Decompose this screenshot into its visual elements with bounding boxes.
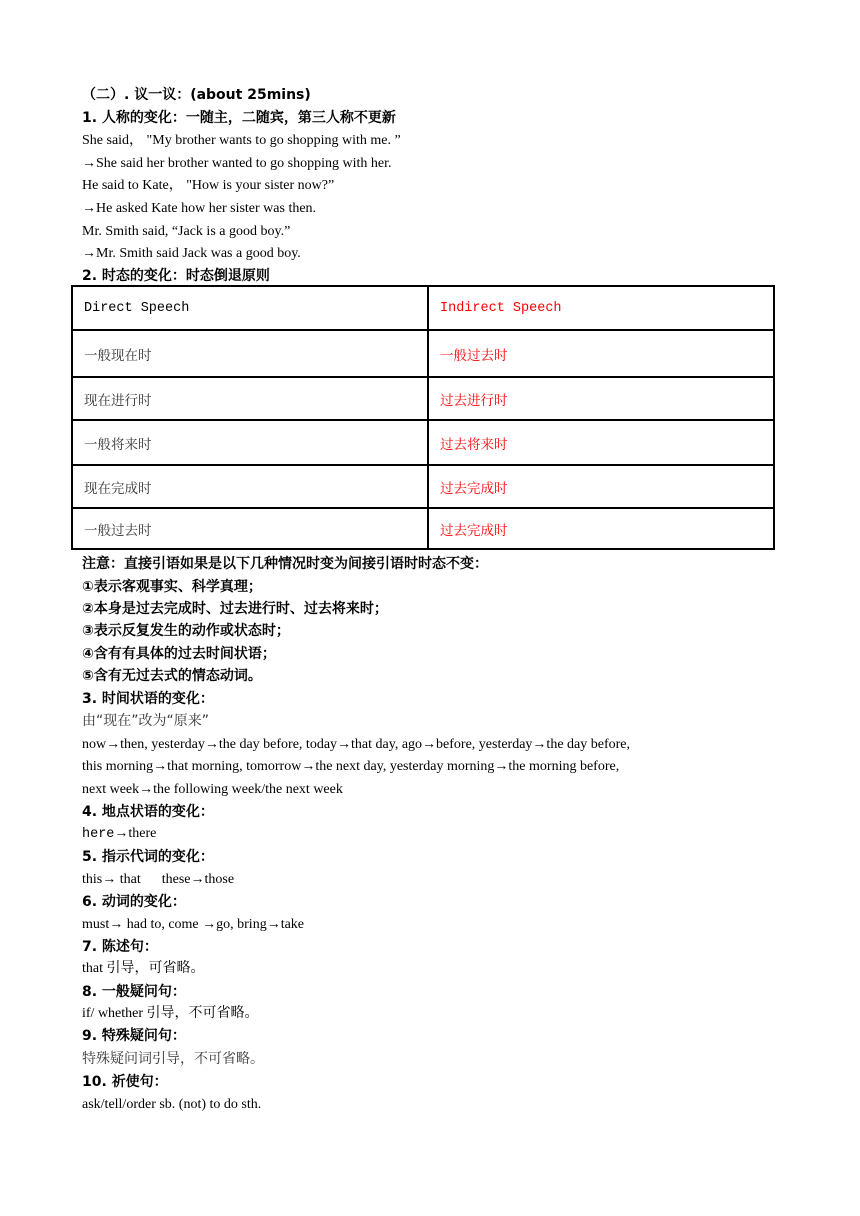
example-line: →Mr. Smith said Jack was a good boy. bbox=[82, 246, 301, 261]
verb-change-line: must→ had to, come →go, bring→take bbox=[82, 917, 305, 932]
table-cell-direct: 现在完成时 bbox=[71, 464, 429, 509]
table-cell-indirect: 一般过去时 bbox=[427, 329, 775, 378]
table-row bbox=[71, 329, 775, 378]
table-cell-indirect: 过去将来时 bbox=[427, 419, 775, 466]
heading-imperative: 10. 祈使句： bbox=[82, 1074, 168, 1090]
table-header-row bbox=[71, 285, 775, 331]
note-item: ②本身是过去完成时、过去进行时、过去将来时； bbox=[82, 601, 388, 617]
heading-time-adverbial: 3. 时间状语的变化： bbox=[82, 691, 214, 707]
table-cell-direct: 一般将来时 bbox=[71, 419, 429, 466]
declarative-line: that 引导，可省略。 bbox=[82, 961, 205, 976]
table-header-direct: Direct Speech bbox=[71, 285, 429, 331]
heading-tense-change: 2. 时态的变化：时态倒退原则 bbox=[82, 268, 270, 284]
heading-demonstrative: 5. 指示代词的变化： bbox=[82, 849, 214, 865]
heading-wh-question: 9. 特殊疑问句： bbox=[82, 1028, 186, 1044]
heading-verb-change: 6. 动词的变化： bbox=[82, 894, 186, 910]
table-row bbox=[71, 507, 775, 550]
section-title: （二）. 议一议：(about 25mins) bbox=[82, 87, 311, 103]
table-row bbox=[71, 464, 775, 509]
heading-declarative: 7. 陈述句： bbox=[82, 939, 158, 955]
yes-no-question-line: if/ whether 引导，不可省略。 bbox=[82, 1006, 259, 1021]
table-header-indirect: Indirect Speech bbox=[427, 285, 775, 331]
heading-person-change: 1. 人称的变化：一随主，二随宾，第三人称不更新 bbox=[82, 110, 396, 126]
note-item: ③表示反复发生的动作或状态时； bbox=[82, 623, 290, 639]
time-adverbial-intro: 由“现在”改为“原来” bbox=[82, 713, 210, 729]
table-row bbox=[71, 419, 775, 466]
table-cell-indirect: 过去完成时 bbox=[427, 507, 775, 550]
wh-question-line: 特殊疑问词引导，不可省略。 bbox=[82, 1051, 264, 1067]
example-line: →He asked Kate how her sister was then. bbox=[82, 201, 317, 216]
note-item: ①表示客观事实、科学真理； bbox=[82, 579, 262, 595]
place-adverbial-line: here→there bbox=[82, 826, 157, 842]
time-adverbial-line: now→then, yesterday→the day before, today→that day, ago→before, yesterday→the day before, bbox=[82, 737, 631, 752]
imperative-line: ask/tell/order sb. (not) to do sth. bbox=[82, 1097, 262, 1112]
example-line: She said， "My brother wants to go shopping with me. ” bbox=[82, 133, 401, 148]
heading-place-adverbial: 4. 地点状语的变化： bbox=[82, 804, 214, 820]
table-cell-indirect: 过去完成时 bbox=[427, 464, 775, 509]
table-row bbox=[71, 376, 775, 421]
table-cell-direct: 一般过去时 bbox=[71, 507, 429, 550]
table-cell-direct: 现在进行时 bbox=[71, 376, 429, 421]
example-line: →She said her brother wanted to go shopping with her. bbox=[82, 156, 392, 171]
example-line: Mr. Smith said, “Jack is a good boy.” bbox=[82, 224, 291, 239]
heading-yes-no-question: 8. 一般疑问句： bbox=[82, 984, 186, 1000]
note-item: ④含有有具体的过去时间状语； bbox=[82, 646, 276, 662]
demonstrative-line: this→ that these→those bbox=[82, 872, 235, 887]
time-adverbial-line: next week→the following week/the next week bbox=[82, 782, 343, 797]
example-line: He said to Kate， "How is your sister now?” bbox=[82, 178, 335, 193]
note-item: ⑤含有无过去式的情态动词。 bbox=[82, 668, 262, 684]
tense-note: 注意：直接引语如果是以下几种情况时变为间接引语时时态不变： bbox=[82, 556, 488, 572]
time-adverbial-line: this morning→that morning, tomorrow→the next day, yesterday morning→the morning before, bbox=[82, 759, 620, 774]
table-cell-indirect: 过去进行时 bbox=[427, 376, 775, 421]
table-cell-direct: 一般现在时 bbox=[71, 329, 429, 378]
